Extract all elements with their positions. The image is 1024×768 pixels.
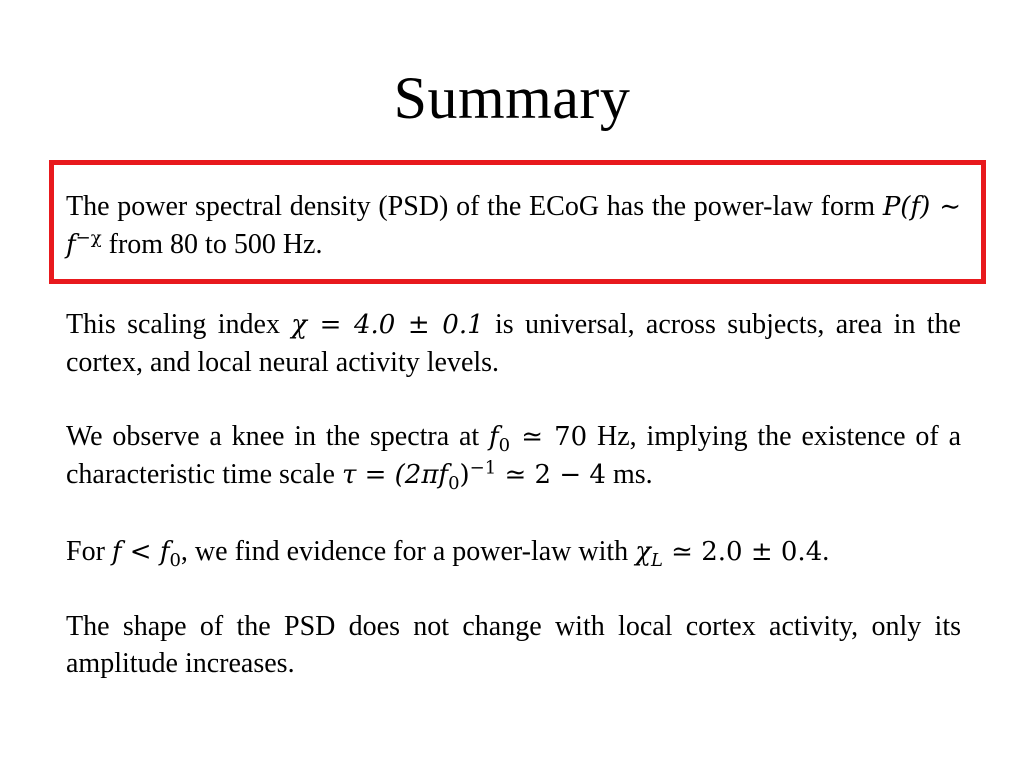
p5-text: The shape of the PSD does not change with local cortex activity, only its amplitude increases. [66, 611, 961, 679]
p2-formula: χ = 4.0 ± 0.1 [291, 310, 484, 340]
paragraph-low-frequency [66, 533, 961, 571]
p3-text-a: We observe a knee in the spectra at [66, 421, 490, 452]
paragraph-psd-power-law [66, 188, 961, 264]
p2-text-b: is universal, across subjects, area in the cortex, and local neural activity levels. [66, 309, 961, 378]
p3-formula-f0: $f_0$ ≃ 70 [489, 422, 588, 457]
p4-text-a: For [66, 536, 112, 567]
p4-formula-f: $f < f_0$ [111, 537, 181, 572]
slide-title: Summary [393, 65, 631, 131]
p4-text-b: , we find evidence for a power-law with [180, 536, 636, 567]
p2-text-a: This scaling index [66, 309, 292, 340]
p4-text-c: . [822, 536, 830, 567]
p3-text-c: ms. [605, 459, 653, 490]
p1-formula: P(f) ∼ $f^{-\chi}$ [66, 192, 961, 260]
paragraph-knee-spectra [66, 418, 961, 494]
p4-formula-chi: $\chi_L$ ≃ 2.0 ± 0.4 [635, 537, 823, 572]
paragraph-scaling-index [66, 306, 961, 381]
paragraph-psd-shape [66, 608, 961, 682]
p3-text-b: Hz, implying the existence of a characteristic time scale [66, 421, 962, 490]
p3-formula-tau: $\tau = (2\pi f_0)^{-1}$ ≃ 2 − 4 [341, 457, 606, 495]
p1-text-a: The power spectral density (PSD) of the ECoG has the power-law form [66, 191, 883, 222]
p1-text-b: from 80 to 500 Hz. [101, 229, 323, 260]
